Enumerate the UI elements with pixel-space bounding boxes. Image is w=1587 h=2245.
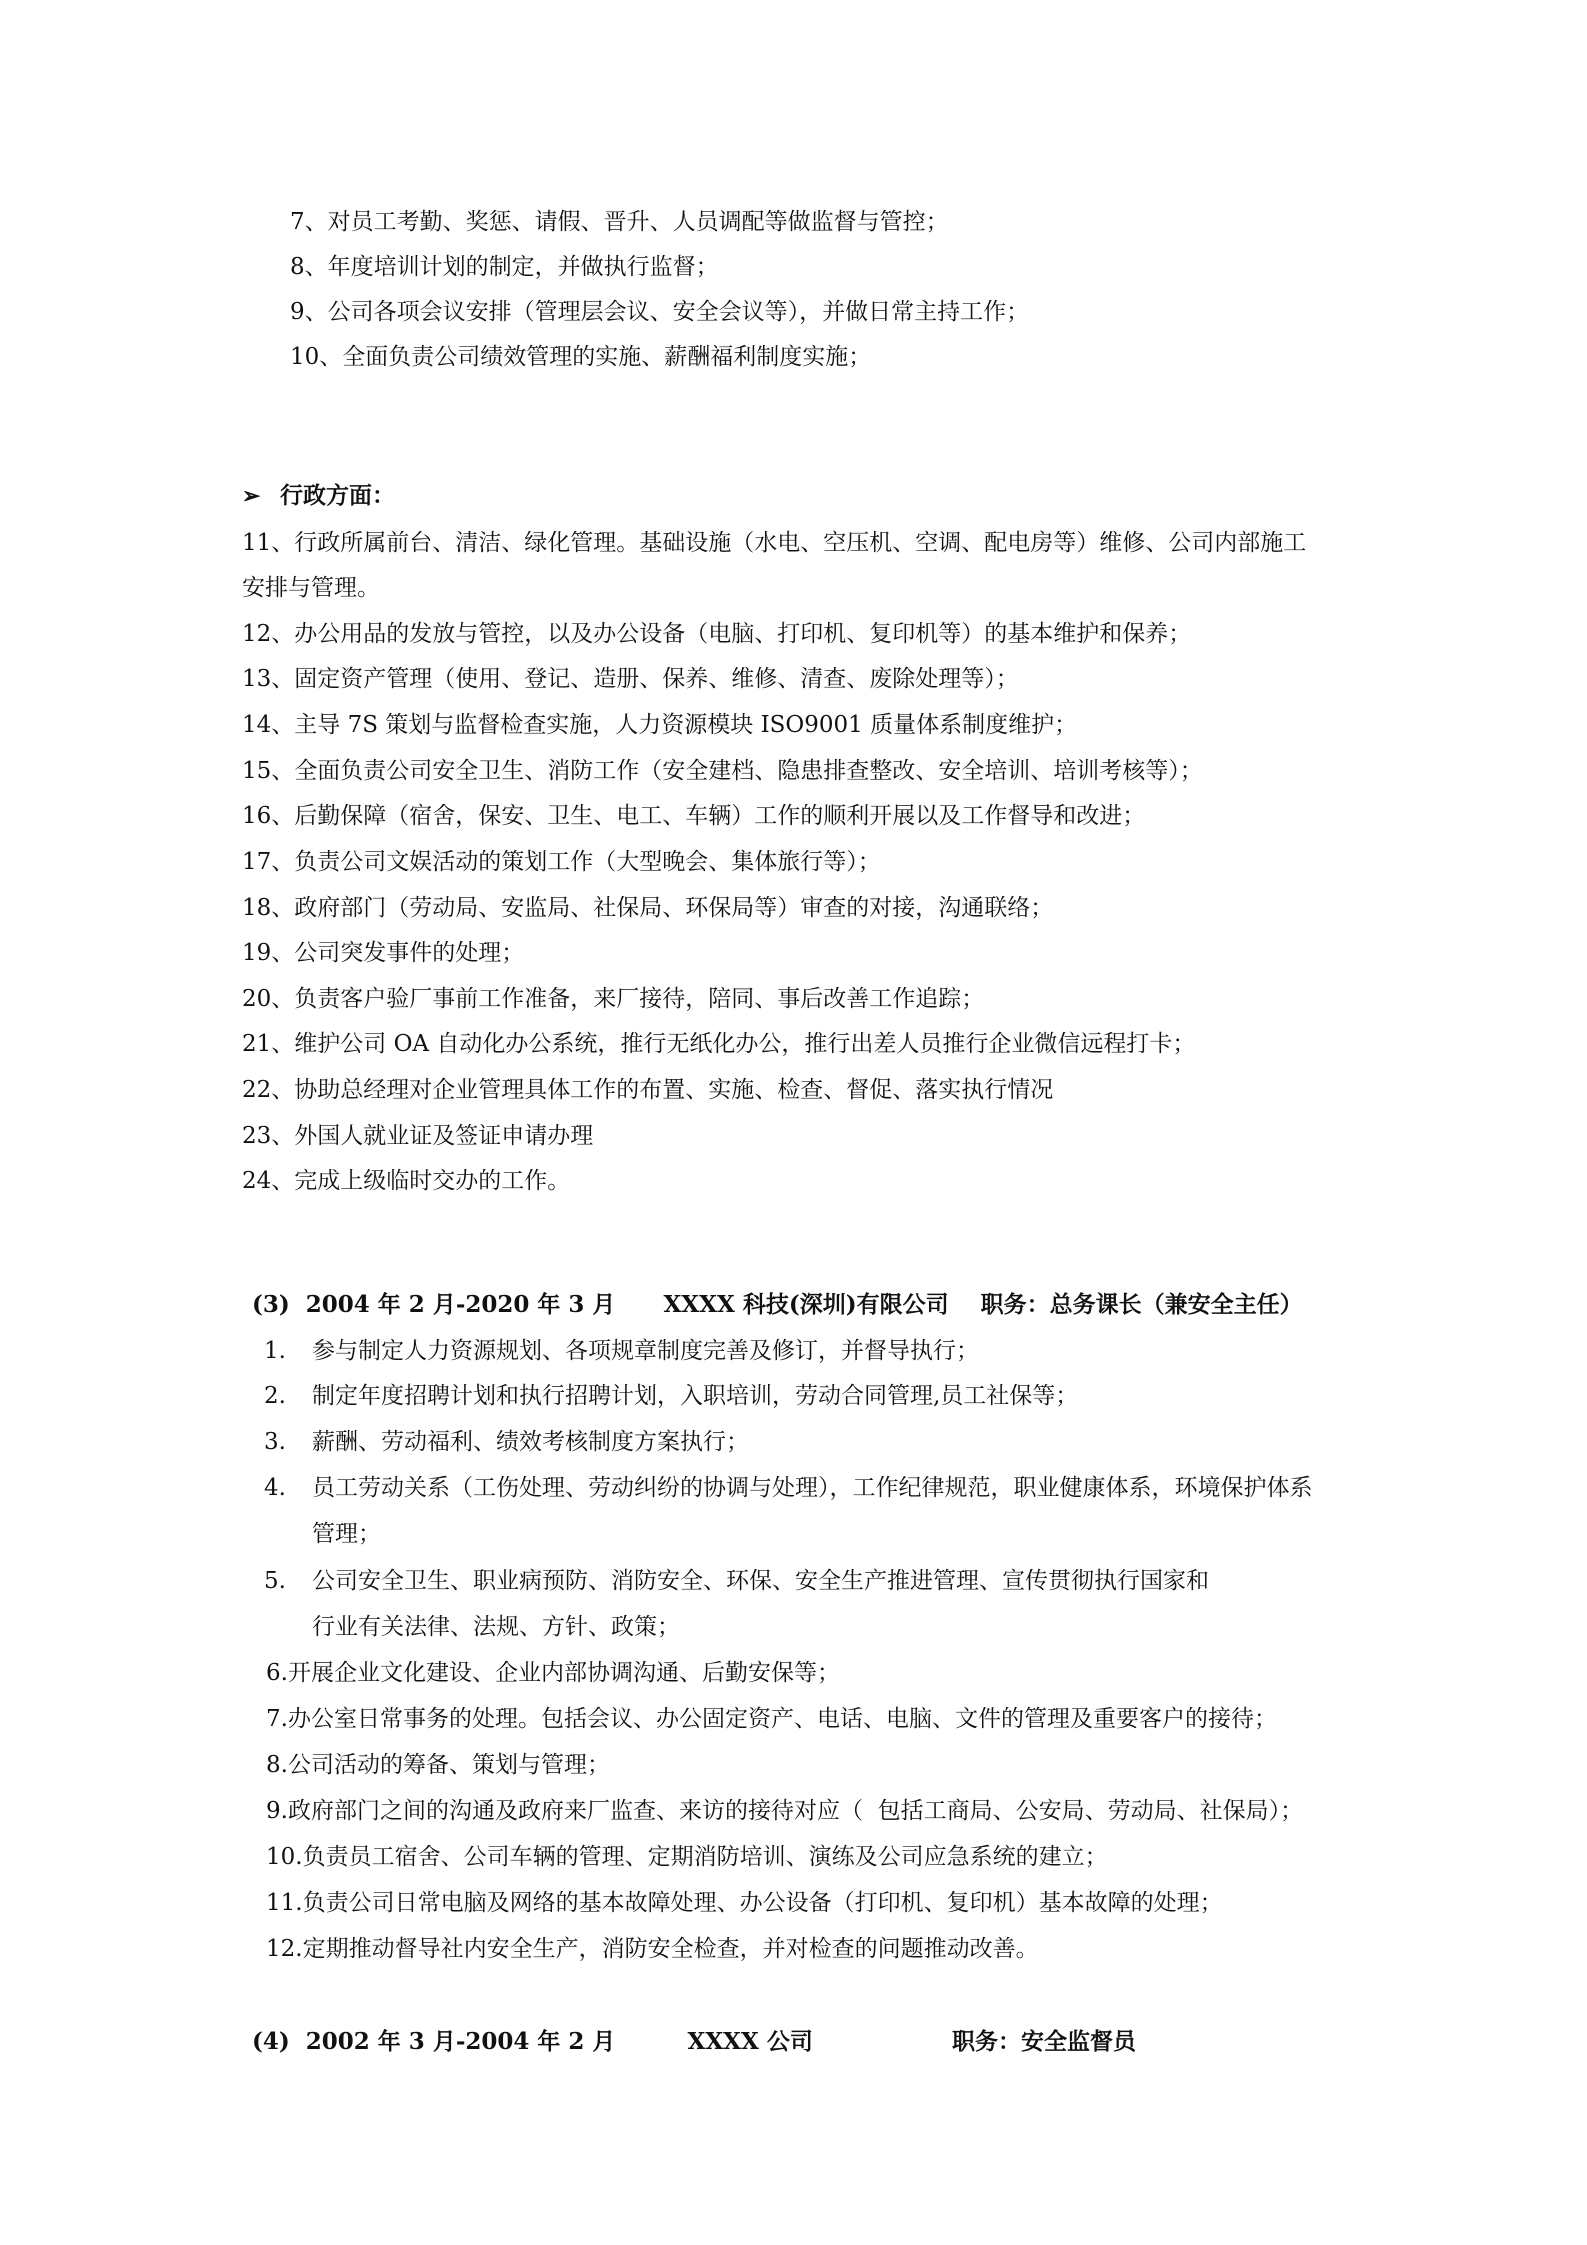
item-number: 1. [264, 1338, 286, 1364]
item-continuation: 行业有关法律、法规、方针、政策； [312, 1614, 680, 1640]
list-item: 21、维护公司 OA 自动化办公系统，推行无纸化办公，推行出差人员推行企业微信远程打卡； [242, 1031, 1196, 1057]
item-text: 薪酬、劳动福利、绩效考核制度方案执行； [312, 1429, 749, 1455]
list-item: 8.公司活动的筹备、策划与管理； [266, 1752, 610, 1778]
list-item: 6.开展企业文化建设、企业内部协调沟通、后勤安保等； [266, 1660, 840, 1686]
list-item: 16、后勤保障（宿舍，保安、卫生、电工、车辆）工作的顺利开展以及工作督导和改进； [242, 803, 1146, 829]
item-number: 5. [264, 1568, 286, 1594]
item-number: 4. [264, 1475, 286, 1501]
item-text: 制定年度招聘计划和执行招聘计划，入职培训，劳动合同管理,员工社保等； [312, 1383, 1079, 1409]
list-item: 19、公司突发事件的处理； [242, 940, 525, 966]
list-item: 17、负责公司文娱活动的策划工作（大型晚会、集体旅行等）； [242, 849, 881, 875]
list-item: 18、政府部门（劳动局、安监局、社保局、环保局等）审查的对接，沟通联络； [242, 895, 1054, 921]
numbered-item [264, 1381, 1078, 1411]
numbered-item [264, 1427, 749, 1457]
list-item: 24、完成上级临时交办的工作。 [242, 1168, 571, 1194]
job-header: (4) 2002 年 3 月-2004 年 2 月 XXXX 公司 [252, 2028, 813, 2055]
list-item: 9、公司各项会议安排（管理层会议、安全会议等），并做日常主持工作； [290, 299, 1030, 325]
job-header: (3) 2004 年 2 月-2020 年 3 月 XXXX 科技(深圳)有限公司 职务：总务课长（兼安全主任） [252, 1291, 1303, 1318]
admin-heading-text: 行政方面： [280, 482, 395, 509]
list-item: 20、负责客户验厂事前工作准备，来厂接待，陪同、事后改善工作追踪； [242, 986, 985, 1012]
list-item: 23、外国人就业证及签证申请办理 [242, 1123, 594, 1149]
list-item: 15、全面负责公司安全卫生、消防工作（安全建档、隐患排查整改、安全培训、培训考核等）； [242, 758, 1203, 784]
item-text: 公司安全卫生、职业病预防、消防安全、环保、安全生产推进管理、宣传贯彻执行国家和 [312, 1568, 1209, 1594]
item-number: 3. [264, 1429, 286, 1455]
arrow-bullet-icon: ➢ [242, 483, 261, 509]
list-item: 11.负责公司日常电脑及网络的基本故障处理、办公设备（打印机、复印机）基本故障的处理； [266, 1890, 1223, 1916]
list-item: 9.政府部门之间的沟通及政府来厂监查、来访的接待对应（ 包括工商局、公安局、劳动局、社保局）； [266, 1798, 1304, 1824]
list-item: 安排与管理。 [242, 575, 380, 601]
list-item: 7、对员工考勤、奖惩、请假、晋升、人员调配等做监督与管控； [290, 209, 949, 235]
numbered-item [264, 1336, 979, 1366]
numbered-item [264, 1566, 1209, 1596]
numbered-item [264, 1473, 1313, 1503]
list-item: 13、固定资产管理（使用、登记、造册、保养、维修、清查、废除处理等）； [242, 666, 1019, 692]
list-item: 22、协助总经理对企业管理具体工作的布置、实施、检查、督促、落实执行情况 [242, 1077, 1054, 1103]
list-item: 14、主导 7S 策划与监督检查实施，人力资源模块 ISO9001 质量体系制度维护； [242, 712, 1078, 738]
list-item: 8、年度培训计划的制定，并做执行监督； [290, 254, 719, 280]
item-continuation: 管理； [312, 1521, 381, 1547]
item-text: 员工劳动关系（工伤处理、劳动纠纷的协调与处理），工作纪律规范，职业健康体系，环境保护体系 [312, 1475, 1313, 1501]
list-item: 10、全面负责公司绩效管理的实施、薪酬福利制度实施； [290, 344, 872, 370]
list-item: 10.负责员工宿舍、公司车辆的管理、定期消防培训、演练及公司应急系统的建立； [266, 1844, 1108, 1870]
list-item: 12.定期推动督导社内安全生产，消防安全检查，并对检查的问题推动改善。 [266, 1936, 1039, 1962]
job-title: 职务：安全监督员 [952, 2028, 1136, 2055]
list-item: 7.办公室日常事务的处理。包括会议、办公固定资产、电话、电脑、文件的管理及重要客户的接待； [266, 1706, 1277, 1732]
list-item: 11、行政所属前台、清洁、绿化管理。基础设施（水电、空压机、空调、配电房等）维修、公司内部施工 [242, 530, 1307, 556]
item-number: 2. [264, 1383, 286, 1409]
item-text: 参与制定人力资源规划、各项规章制度完善及修订，并督导执行； [312, 1338, 979, 1364]
admin-heading [242, 481, 395, 511]
list-item: 12、办公用品的发放与管控，以及办公设备（电脑、打印机、复印机等）的基本维护和保养； [242, 621, 1192, 647]
